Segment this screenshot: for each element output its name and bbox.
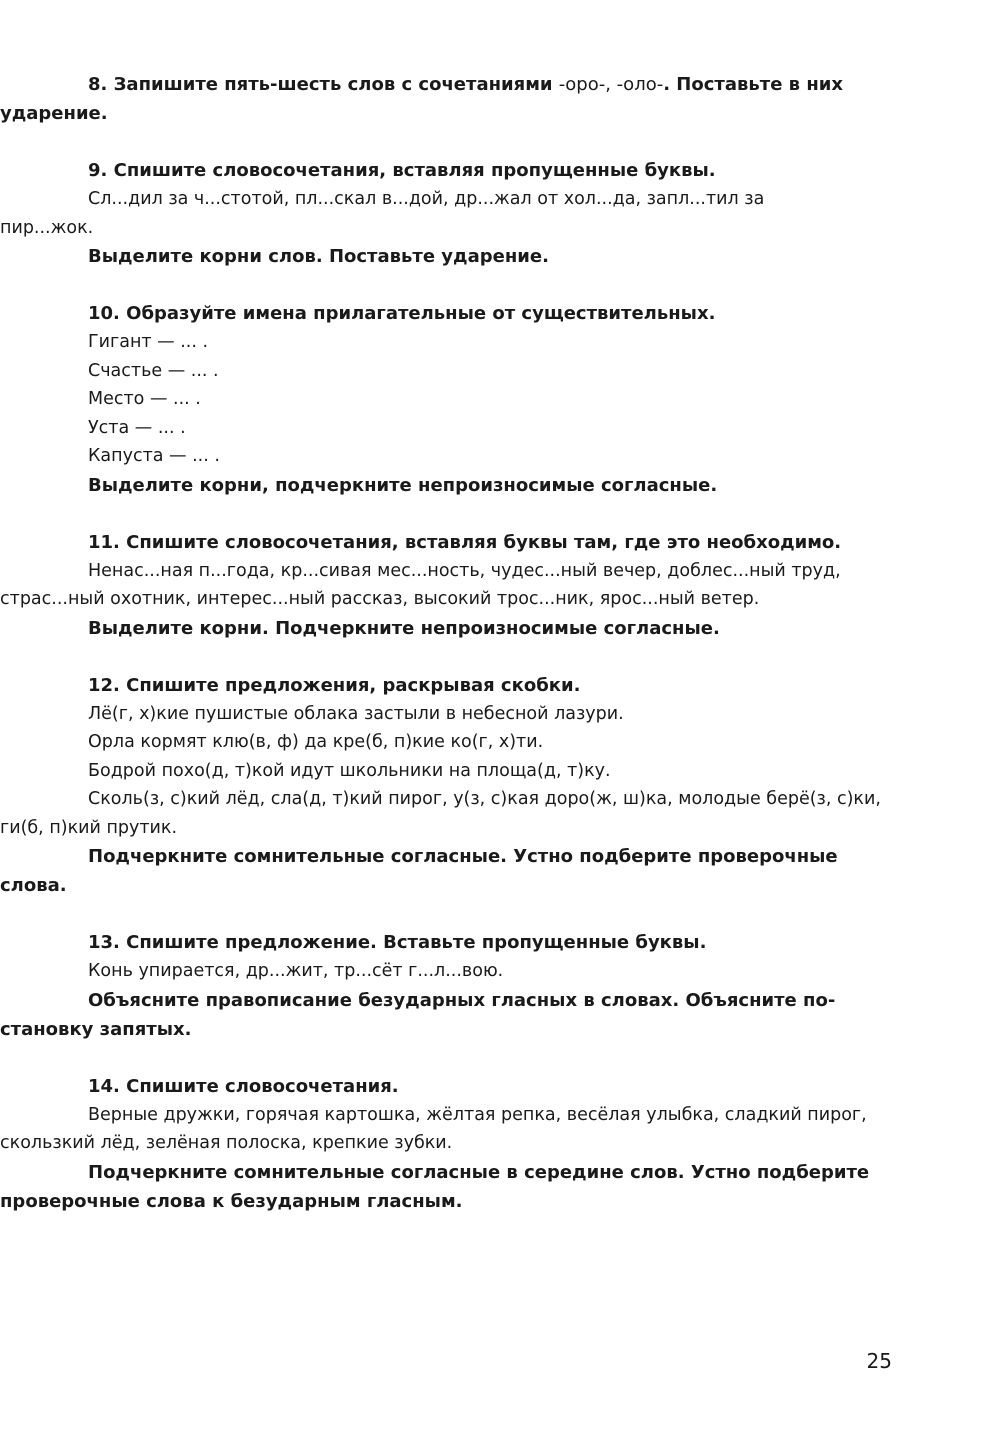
- task-13-title: 13. Спишите предложение. Вставьте пропущенные буквы.: [88, 932, 707, 953]
- task-9-title: 9. Спишите словосочетания, вставляя пропущенные буквы.: [88, 160, 716, 181]
- task-12-instruction-line2: слова.: [0, 875, 67, 896]
- task-9-text-line2: пир...жок.: [0, 217, 94, 238]
- task-11-text-line1: Ненас...ная п...года, кр...сивая мес...ность, чудес...ный вечер, доблес...ный труд,: [88, 560, 841, 581]
- task-8: [0, 70, 894, 128]
- task-8-title: [88, 70, 894, 99]
- task-10-instruction: Выделите корни, подчеркните непроизносимые согласные.: [88, 474, 718, 496]
- task-11-text-line2: страс...ный охотник, интерес...ный рассказ, высокий трос...ник, ярос...ный ветер.: [0, 589, 760, 609]
- task-10-item: Капуста — ... .: [88, 446, 220, 466]
- task-12-sentence: Орла кормят клю(в, ф) да кре(б, п)кие ко(г, х)ти.: [88, 732, 544, 752]
- task-12: [0, 671, 894, 901]
- task-11-instruction: Выделите корни. Подчеркните непроизносимые согласные.: [88, 617, 720, 639]
- task-12-text-line1: Сколь(з, с)кий лёд, сла(д, т)кий пирог, у(з, с)кая доро(ж, ш)ка, молодые берё(з, с)ки,: [88, 789, 881, 809]
- task-8-title-part1: 8. Запишите пять-шесть слов с сочетаниями: [88, 74, 559, 95]
- task-13-instruction-line1: Объясните правописание безударных гласных в словах. Объясните по-: [88, 989, 836, 1011]
- task-8-title-line2: ударение.: [0, 103, 108, 124]
- task-10-item: Место — ... .: [88, 389, 201, 409]
- task-8-title-part2: . Поставьте в них: [663, 74, 843, 95]
- task-10-item: Уста — ... .: [88, 417, 186, 438]
- task-10-title: 10. Образуйте имена прилагательные от существительных.: [88, 303, 716, 324]
- task-13: [0, 928, 894, 1044]
- task-14-text-line1: Верные дружки, горячая картошка, жёлтая репка, весёлая улыбка, сладкий пирог,: [88, 1104, 867, 1125]
- task-12-text-line2: ги(б, п)кий прутик.: [0, 817, 178, 838]
- task-14-instruction-line1: Подчеркните сомнительные согласные в середине слов. Устно подберите: [88, 1161, 870, 1183]
- task-12-sentence: Лё(г, х)кие пушистые облака застыли в небесной лазури.: [88, 703, 624, 724]
- task-11-title: 11. Спишите словосочетания, вставляя буквы там, где это необходимо.: [88, 531, 842, 553]
- task-13-text-line1: Конь упирается, др...жит, тр...сёт г...л...вою.: [88, 961, 504, 981]
- task-9-instruction: Выделите корни слов. Поставьте ударение.: [88, 246, 549, 267]
- task-10-item: Гигант — ... .: [88, 332, 209, 352]
- task-14-text-line2: скользкий лёд, зелёная полоска, крепкие зубки.: [0, 1133, 453, 1153]
- task-12-title: 12. Спишите предложения, раскрывая скобки.: [88, 674, 581, 696]
- page-content: [0, 70, 894, 1244]
- task-12-instruction-line1: Подчеркните сомнительные согласные. Устно подберите проверочные: [88, 846, 838, 867]
- task-9: [0, 156, 894, 271]
- task-10: [88, 299, 894, 500]
- task-11: [0, 528, 894, 643]
- task-8-title-combos: -оро-, -оло-: [558, 74, 664, 95]
- task-14: [0, 1072, 894, 1216]
- task-9-text-line1: Сл...дил за ч...стотой, пл...скал в...дой, др...жал от хол...да, запл...тил за: [88, 189, 765, 209]
- task-12-sentence: Бодрой похо(д, т)кой идут школьники на площа(д, т)ку.: [88, 760, 611, 781]
- task-14-title: 14. Спишите словосочетания.: [88, 1075, 399, 1097]
- task-10-item: Счастье — ... .: [88, 360, 219, 381]
- task-13-instruction-line2: становку запятых.: [0, 1018, 192, 1040]
- task-14-instruction-line2: проверочные слова к безударным гласным.: [0, 1190, 463, 1212]
- page-number: 25: [866, 1349, 892, 1373]
